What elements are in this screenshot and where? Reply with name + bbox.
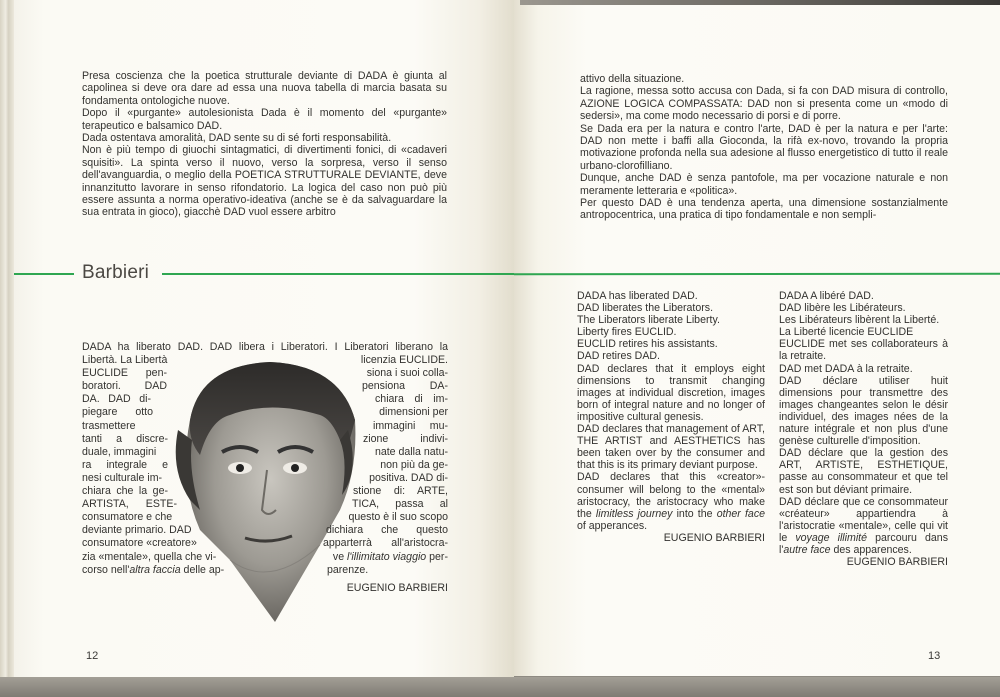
line: positiva. DAD di- — [369, 471, 448, 484]
signature: EUGENIO BARBIERI — [346, 581, 448, 594]
line: EUCLID retires his assistants. — [577, 338, 718, 351]
signature: EUGENIO BARBIERI — [663, 531, 765, 544]
line: chiara di im- — [375, 393, 448, 406]
paragraph: attivo della situazione. — [580, 73, 685, 85]
section-rule — [14, 273, 74, 275]
line: parenze. — [327, 563, 369, 576]
section-rule — [162, 273, 514, 275]
line: TICA, passa al — [352, 498, 448, 511]
line: pensiona DA- — [362, 380, 448, 393]
line: Liberty fires EUCLID. — [577, 326, 677, 339]
line: immagini mu- — [373, 419, 448, 432]
line: licenzia EUCLIDE. — [360, 354, 448, 367]
french-column — [779, 290, 948, 568]
paragraph: Dada ostentava amoralità, DAD sente su di sé forti responsabilità. — [82, 132, 392, 145]
line: nesi culturale im- — [82, 471, 163, 484]
table-surface — [0, 677, 1000, 697]
paragraph: DAD déclare utiliser huit dimensions pour transmettre des images changeantes selon le désir individuel, des images nées de la nature intégrale et non plus d'une genèse culturelle d'imposition. — [779, 374, 948, 448]
paragraph: DAD déclare que la gestion des ART, ARTISTE, ESTHETIQUE, passe au consommateur et que tel est son but déviant primaire. — [779, 447, 948, 496]
paragraph: Dopo il «purgante» autolesionista Dada è il momento del «purgante» terapeutico e balsamico DAD. — [82, 107, 447, 132]
line: The Liberators liberate Liberty. — [577, 314, 720, 327]
line: boratori. DAD — [82, 380, 167, 393]
continued-text — [580, 73, 948, 222]
section-title: Barbieri — [82, 262, 150, 283]
line: piegare otto — [82, 406, 153, 419]
paragraph: Non è più tempo di giuochi sintagmatici, di divertimenti fonici, di «cadaveri squisiti». La spinta verso il nuovo, verso la sorpresa, verso il senso dell'avanguardia, o meglio della POETICA STRUTTURALE DEVIANTE, deve innanzitutto lavorare in senso rifondatorio. La logica del caso non può più essere assunta a norma operativo-ideativa (anche se è da salvaguardare la sua entrata in gioco), giacchè DAD vuol essere arbitro — [82, 144, 447, 219]
paragraph: Se Dada era per la natura e contro l'arte, DAD è per la natura e per l'arte: DAD non mette i baffi alla Gioconda, la rifà ex-novo, trovando la propria motivazione profonda nella sua adesione al flusso energetistico di tutto il reale urbano-clorofilliano. — [580, 122, 948, 172]
line: DADA A libéré DAD. — [779, 290, 874, 302]
paragraph: Dunque, anche DAD è senza pantofole, ma per vocazione naturale e non meramente letteraria e «politica». — [580, 172, 948, 197]
paragraph: La ragione, messa sotto accusa con Dada, si fa con DAD misura di controllo, AZIONE LOGICA COMPASSATA: DAD non si presenta come un «modo di sedersi», ma come modo necessario di porsi e di porre. — [580, 85, 948, 123]
line: deviante primario. DAD — [82, 524, 192, 537]
line: EUCLIDE met ses collaborateurs à la retraite. — [779, 338, 948, 363]
line: ve l'illimitato viaggio per- — [332, 550, 448, 563]
line: duale, immagini — [82, 445, 157, 458]
paragraph: DAD declares that management of ART, THE ARTIST and AESTHETICS has been taken over by the consumer and that this is its primary deviant purpose. — [577, 423, 765, 472]
paragraph: DAD declares that it employs eight dimensions to transmit changing images at individual discretion, images born of integral nature and no longer of impositive cultural genesis. — [577, 362, 765, 423]
line: nate dalla natu- — [374, 445, 448, 458]
line: DA. DAD di- — [82, 393, 151, 406]
paragraph: Presa coscienza che la poetica strutturale deviante di DADA è giunta al capolinea si deve ora dare ad essa una nuova tabella di marcia basata su fondamenta ontologiche nuove. — [82, 70, 447, 107]
paragraph: DAD déclare que ce consommateur «créateur» appartiendra à l'aristocratie «mentale», celle qui vit le voyage illimité parcouru dans l'autre face des apparences. — [779, 495, 948, 556]
signature: EUGENIO BARBIERI — [846, 556, 948, 569]
line: DAD libère les Libérateurs. — [779, 302, 906, 315]
english-column — [577, 290, 765, 544]
italian-statement — [82, 341, 448, 595]
line: dimensioni per — [379, 406, 448, 419]
line: DADA has liberated DAD. — [577, 290, 698, 302]
line: corso nell'altra faccia delle ap- — [82, 563, 225, 576]
line: consumatore e che — [82, 511, 173, 524]
line: dichiara che questo — [326, 524, 448, 537]
line: Libertà. La Libertà — [82, 354, 168, 367]
line: Les Libérateurs libèrent la Liberté. — [779, 314, 940, 327]
line: trasmettere — [82, 419, 136, 432]
line: stione di: ARTE, — [353, 485, 448, 498]
line: zione indivi- — [363, 432, 448, 445]
intro-text — [82, 70, 447, 219]
paragraph: DAD declares that this «creator»-consumer will belong to the «mental» aristocracy, the aristocracy who make the limitless journey into the other face of apperances. — [577, 471, 766, 532]
line: apparterrà all'aristocra- — [323, 537, 448, 550]
line: DAD met DADA à la retraite. — [779, 362, 913, 375]
top-shadow — [520, 0, 1000, 5]
line: zia «mentale», quella che vi- — [82, 550, 217, 563]
line: tanti a discre- — [82, 432, 168, 445]
line: siona i suoi colla- — [366, 367, 448, 380]
page-number-left: 12 — [86, 650, 99, 662]
line: questo è il suo scopo — [348, 511, 448, 524]
paragraph: Per questo DAD è una tendenza aperta, una dimensione sostanzialmente antropocentrica, una pratica di tipo fondamentale e non sempli- — [580, 197, 948, 222]
line: non più da ge- — [380, 458, 448, 471]
line: chiara che la ge- — [82, 485, 168, 498]
line: DAD retires DAD. — [577, 350, 660, 363]
line: DAD liberates the Liberators. — [577, 302, 714, 315]
line: consumatore «creatore» — [82, 537, 197, 550]
page-number-right: 13 — [928, 650, 941, 662]
line: EUCLIDE pen- — [82, 367, 167, 380]
line: ra integrale e — [82, 458, 168, 471]
page-stack-edge — [0, 0, 14, 697]
line: DADA ha liberato DAD. DAD libera i Liberatori. I Liberatori liberano la — [82, 341, 448, 353]
line: La Liberté licencie EUCLIDE — [779, 326, 914, 339]
line: ARTISTA, ESTE- — [82, 498, 177, 511]
